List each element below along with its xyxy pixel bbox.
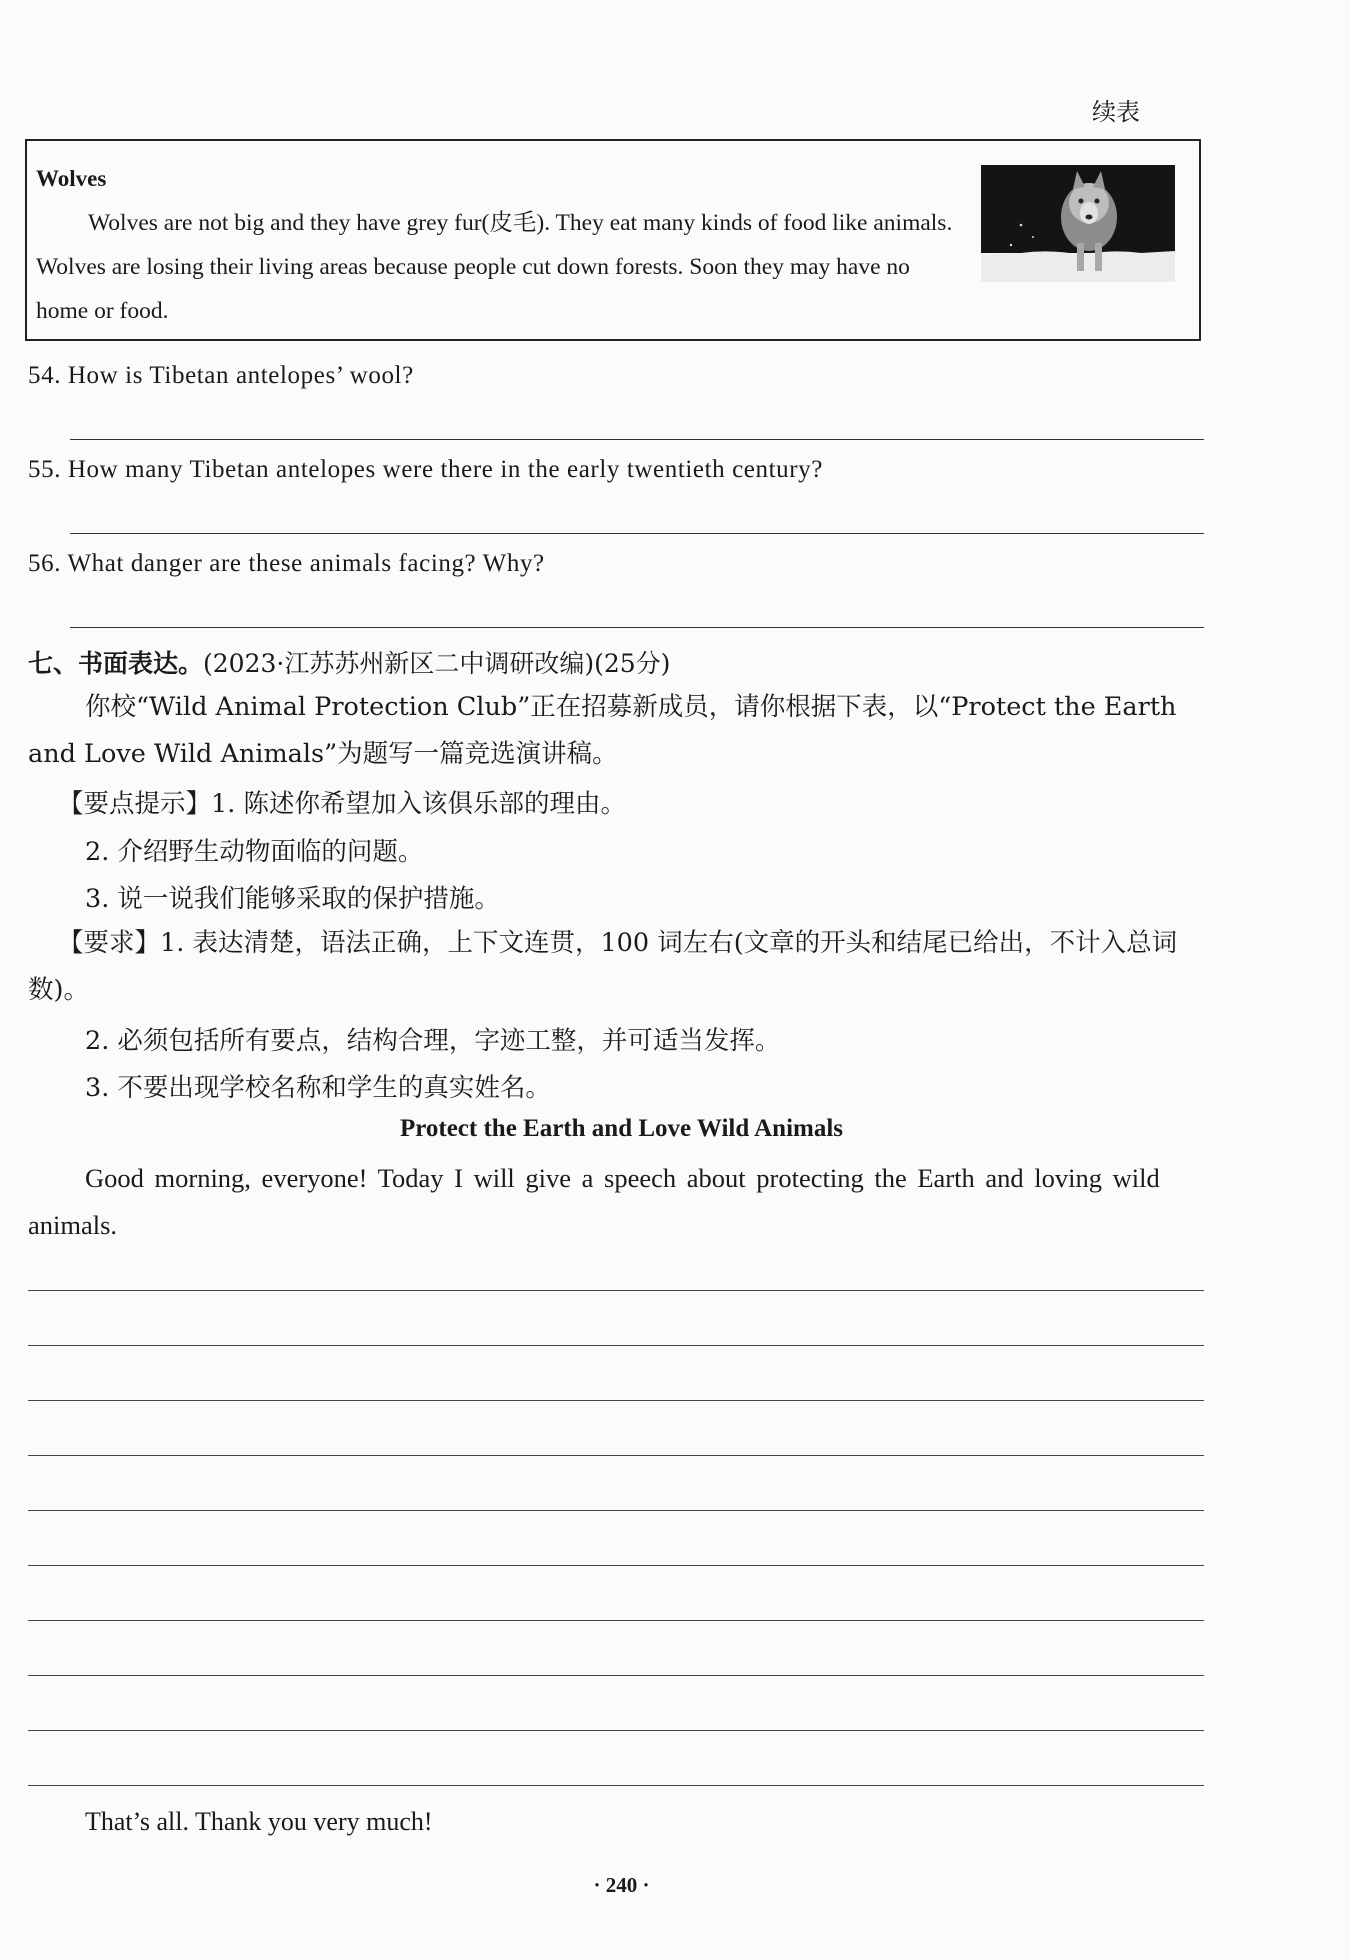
answer-line-56[interactable]: [70, 627, 1204, 628]
writing-line[interactable]: [28, 1455, 1204, 1456]
box-text: Wolves are not big and they have grey fur(皮毛). They eat many kinds of food like animals. Wolves are losing their living areas because people cut down forests. Soon they may have no home or food.: [36, 210, 953, 324]
section-intro: 你校“Wild Animal Protection Club”正在招募新成员，请你根据下表，以“Protect the Earth and Love Wild Animals”为题写一篇竞选演讲稿。: [28, 692, 1177, 769]
writing-line[interactable]: [28, 1510, 1204, 1511]
section-heading: [28, 644, 670, 680]
writing-line[interactable]: [28, 1400, 1204, 1401]
box-title: Wolves: [36, 166, 107, 191]
tips-row-1: [58, 784, 626, 820]
tip-3: 3. 说一说我们能够采取的保护措施。: [85, 884, 500, 914]
answer-line-54[interactable]: [70, 439, 1204, 440]
writing-line[interactable]: [28, 1620, 1204, 1621]
requirement-2: 2. 必须包括所有要点，结构合理，字迹工整，并可适当发挥。: [85, 1026, 781, 1056]
wolf-image: [981, 165, 1175, 282]
tip-1: 1. 陈述你希望加入该俱乐部的理由。: [211, 789, 626, 819]
page-number: · 240 ·: [593, 1873, 650, 1897]
essay-title: Protect the Earth and Love Wild Animals: [399, 1115, 844, 1142]
requirement-3: 3. 不要出现学校名称和学生的真实姓名。: [85, 1073, 551, 1103]
writing-line[interactable]: [28, 1565, 1204, 1566]
question-56: 56. What danger are these animals facing? Why?: [28, 550, 545, 577]
section-source: (2023·江苏苏州新区二中调研改编)(25分): [203, 649, 671, 678]
writing-line[interactable]: [28, 1730, 1204, 1731]
requirement-1: 1. 表达清楚，语法正确，上下文连贯，100 词左右(文章的开头和结尾已给出，不计入总词数)。: [28, 928, 1178, 1005]
wolves-info-box: [25, 139, 1201, 341]
writing-line[interactable]: [28, 1290, 1204, 1291]
writing-line[interactable]: [28, 1675, 1204, 1676]
writing-line[interactable]: [28, 1345, 1204, 1346]
writing-line[interactable]: [28, 1785, 1204, 1786]
section-title: 七、书面表达。: [28, 649, 204, 678]
requirements-label: 【要求】: [58, 928, 161, 958]
tips-label: 【要点提示】: [58, 789, 212, 819]
requirement-1-row: [28, 920, 1204, 1014]
question-55: 55. How many Tibetan antelopes were there in the early twentieth century?: [28, 456, 823, 483]
continued-label: 续表: [1092, 98, 1140, 126]
essay-closing: That’s all. Thank you very much!: [85, 1807, 433, 1836]
essay-opening: Good morning, everyone! Today I will give a speech about protecting the Earth and loving wild animals.: [28, 1163, 1160, 1240]
tip-2: 2. 介绍野生动物面临的问题。: [85, 837, 424, 867]
answer-line-55[interactable]: [70, 533, 1204, 534]
question-54: 54. How is Tibetan antelopes’ wool?: [28, 362, 414, 389]
